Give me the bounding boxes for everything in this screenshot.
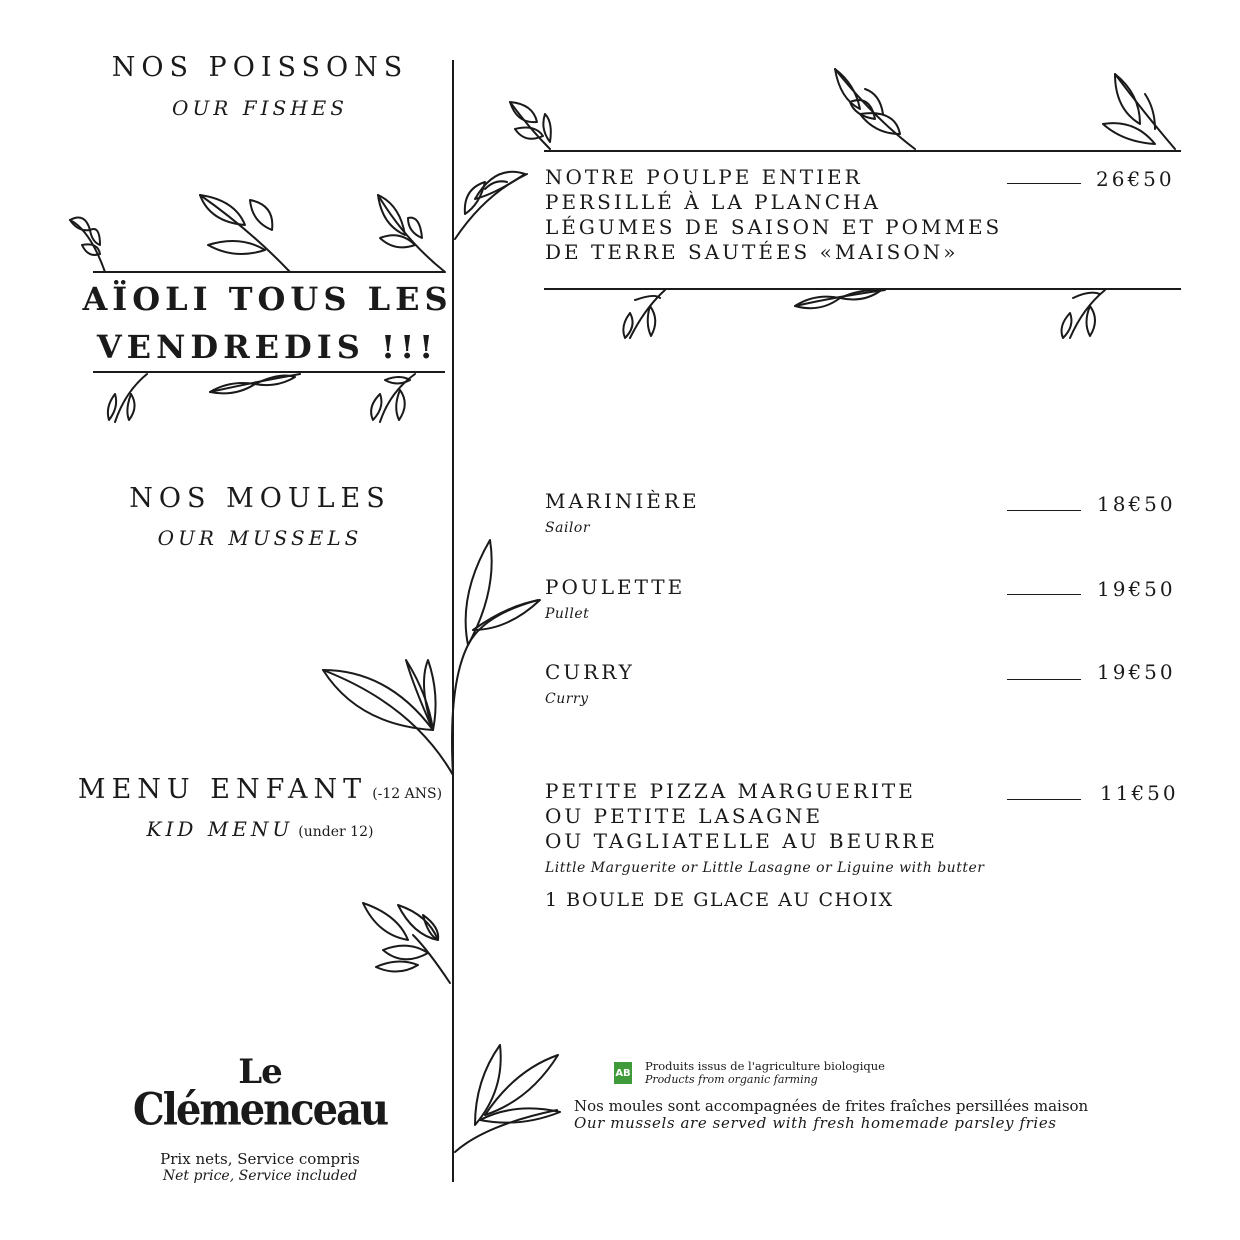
kids-dish-line: OU TAGLIATELLE AU BEURRE (545, 829, 938, 853)
section-title-moules: NOS MOULES (129, 483, 391, 514)
kids-dish-line: OU PETITE LASAGNE (545, 804, 824, 828)
fries-note-en: Our mussels are served with fresh homemade parsley fries (574, 1114, 1057, 1132)
mussel-price: 19€50 (1097, 660, 1176, 684)
organic-ab-icon: AB (614, 1062, 632, 1084)
fries-note: Nos moules sont accompagnées de frites fraîches persillées maison (574, 1097, 1089, 1115)
mussel-en: Pullet (545, 606, 590, 622)
fish-top-rule (544, 150, 1181, 152)
enfant-age: (-12 ANS) (372, 786, 443, 802)
section-subtitle-mussels: OUR MUSSELS (157, 526, 363, 550)
kids-dish-en: Little Marguerite or Little Lasagne or Liguine with butter (545, 860, 985, 876)
leaf-branch-icon (455, 1040, 565, 1155)
fish-dish-line: LÉGUMES DE SAISON ET POMMES (545, 215, 1003, 239)
mussel-en: Curry (545, 691, 589, 707)
mussel-price: 19€50 (1097, 577, 1176, 601)
section-title-enfant: MENU ENFANT (-12 ANS) (77, 774, 443, 805)
section-title-poissons: NOS POISSONS (111, 52, 409, 83)
price-leader (1007, 510, 1081, 511)
kids-price: 11€50 (1100, 781, 1179, 805)
kids-extra: 1 BOULE DE GLACE AU CHOIX (545, 889, 894, 911)
leaf-branch-icon (95, 372, 425, 427)
leaf-branch-icon (358, 895, 458, 985)
price-leader (1007, 679, 1081, 680)
brand-logo-le: Le (238, 1052, 282, 1092)
price-leader (1007, 183, 1081, 184)
price-note-en: Net price, Service included (162, 1168, 358, 1184)
mussel-price: 18€50 (1097, 492, 1176, 516)
kid-age: (under 12) (298, 824, 374, 840)
leaf-branch-icon (60, 190, 450, 275)
fish-dish-line: NOTRE POULPE ENTIER (545, 165, 863, 189)
price-leader (1007, 594, 1081, 595)
leaf-branch-icon (318, 535, 548, 785)
mussel-name: MARINIÈRE (545, 489, 700, 513)
brand-logo-name: Clémenceau (132, 1083, 388, 1136)
fish-dish-line: PERSILLÉ À LA PLANCHA (545, 190, 881, 214)
mussel-name: CURRY (545, 660, 635, 684)
bio-label: Produits issus de l'agriculture biologique (645, 1059, 885, 1073)
section-subtitle-fishes: OUR FISHES (172, 96, 348, 120)
aioli-banner-line2: VENDREDIS !!! (96, 328, 439, 366)
bio-label-en: Products from organic farming (645, 1073, 818, 1086)
mussel-name: POULETTE (545, 575, 686, 599)
leaf-branch-icon (615, 288, 1115, 343)
fish-price: 26€50 (1096, 167, 1175, 191)
price-leader (1007, 799, 1081, 800)
aioli-banner-line1: AÏOLI TOUS LES (82, 280, 453, 318)
price-note: Prix nets, Service compris (160, 1150, 360, 1168)
mussel-en: Sailor (545, 520, 591, 536)
kids-dish-line: PETITE PIZZA MARGUERITE (545, 779, 916, 803)
aioli-top-rule (93, 271, 445, 273)
fish-dish-line: DE TERRE SAUTÉES «MAISON» (545, 240, 959, 264)
section-subtitle-kid: KID MENU (under 12) (146, 817, 374, 841)
